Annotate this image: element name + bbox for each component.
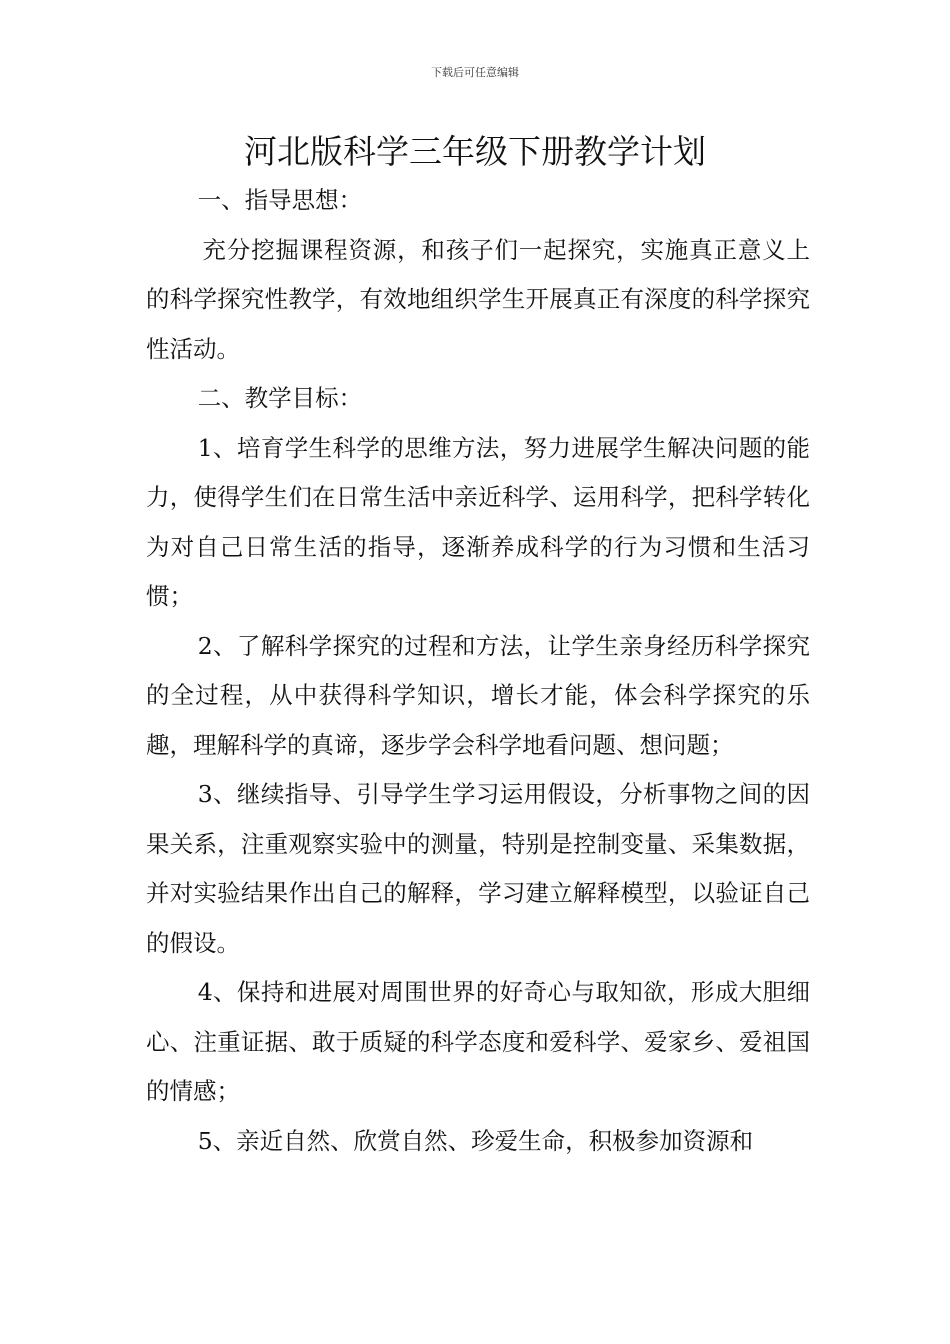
goal-item-5: 5、亲近自然、欣赏自然、珍爱生命，积极参加资源和 [197, 1126, 754, 1155]
section-heading-teaching-goals: 二、教学目标： [197, 384, 363, 412]
header-note: 下载后可任意编辑 [431, 66, 519, 79]
goal-item-2: 2、了解科学探究的过程和方法，让学生亲身经历科学探究的全过程，从中获得科学知识，增长才能，体会科学探究的乐趣，理解科学的真谛，逐步学会科学地看问题、想问题； [146, 631, 810, 759]
document-body [146, 176, 810, 1166]
goal-item-1: 1、培育学生科学的思维方法，努力进展学生解决问题的能力，使得学生们在日常生活中亲近科学、运用科学，把科学转化为对自己日常生活的指导，逐渐养成科学的行为习惯和生活习惯； [146, 433, 810, 610]
goal-item-3: 3、继续指导、引导学生学习运用假设，分析事物之间的因果关系，注重观察实验中的测量，特别是控制变量、采集数据，并对实验结果作出自己的解释，学习建立解释模型，以验证自己的假设。 [146, 780, 810, 957]
section-heading-guiding-ideology: 一、指导思想： [197, 186, 363, 214]
paragraph-guiding-ideology: 充分挖掘课程资源，和孩子们一起探究，实施真正意义上的科学探究性教学，有效地组织学生开展真正有深度的科学探究性活动。 [146, 235, 810, 363]
page-title: 河北版科学三年级下册教学计划 [244, 132, 706, 171]
goal-item-4: 4、保持和进展对周围世界的好奇心与取知欲，形成大胆细心、注重证据、敢于质疑的科学态度和爱科学、爱家乡、爱祖国的情感； [146, 978, 810, 1105]
